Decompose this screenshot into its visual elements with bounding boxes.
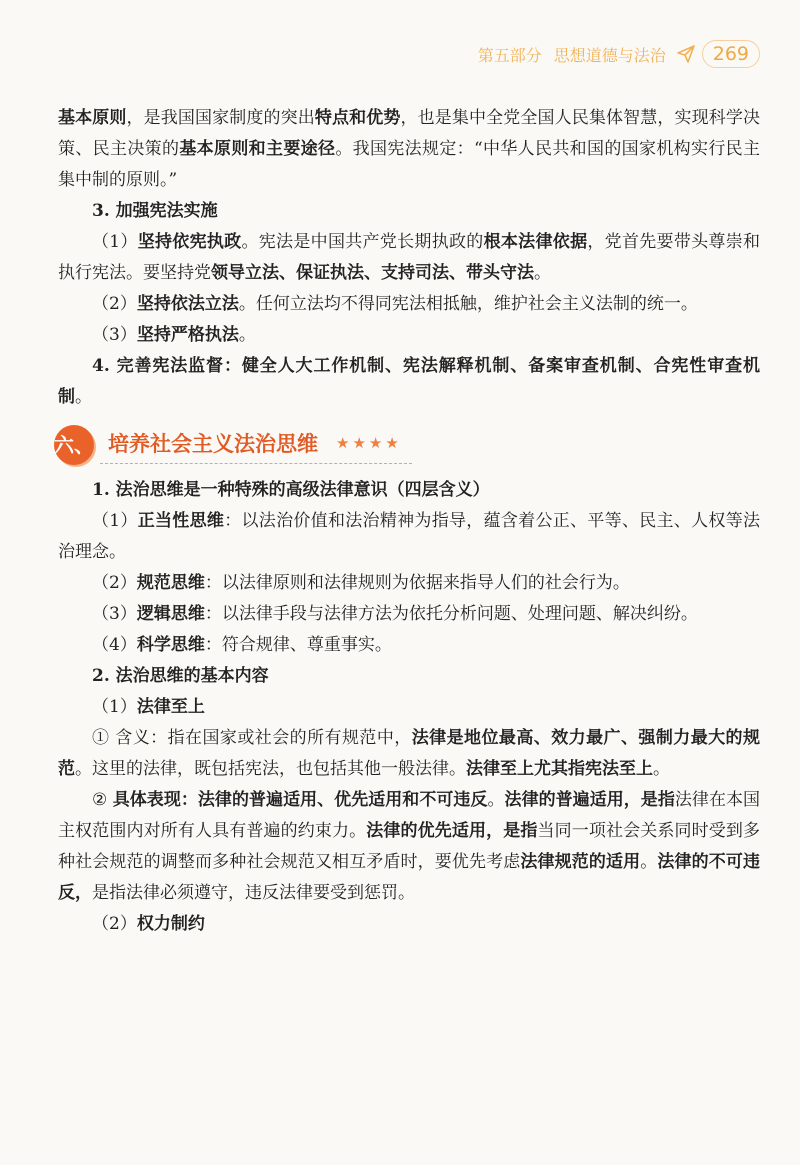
bold-run: 具体表现：法律的普遍适用、优先适用和不可违反 — [112, 790, 488, 810]
bold-run: 规范思维 — [136, 573, 205, 593]
text-run: ：以法律手段与法律方法为依托分析问题、处理问题、解决纠纷。 — [204, 604, 698, 624]
paragraph — [58, 103, 760, 196]
section-title-box — [100, 426, 412, 464]
paragraph — [58, 630, 760, 661]
bold-run: 坚持严格执法 — [136, 325, 239, 345]
bold-run: 法律至上尤其指宪法至上 — [466, 759, 653, 779]
text-run: （1） — [92, 232, 138, 252]
importance-stars: ★★★★ — [336, 434, 402, 452]
paragraph — [58, 723, 760, 785]
text-run: （1） — [92, 511, 138, 531]
bold-run: 1. 法治思维是一种特殊的高级法律意识（四层含义） — [92, 480, 490, 500]
paragraph — [58, 320, 760, 351]
text-run: ：以法治价值和法治精神为指导，蕴含着公正、平等、民主、人权等法治理念。 — [58, 511, 761, 562]
bold-run: 4. 完善宪法监督：健全人大工作机制、宪法解释机制、备案审查机制、合宪性审查机制 — [58, 356, 760, 407]
section-heading — [54, 423, 760, 467]
bold-run: 领导立法、保证执法、支持司法、带头守法 — [211, 263, 534, 283]
text-run: （2） — [92, 573, 137, 593]
text-run: ② — [92, 790, 113, 810]
text-run: （2） — [92, 914, 137, 934]
paragraph — [58, 227, 760, 289]
bold-run: 坚持依法立法 — [136, 294, 239, 314]
text-run: （3） — [92, 604, 137, 624]
bold-run: 正当性思维 — [137, 511, 225, 531]
text-run: ：符合规律、尊重事实。 — [204, 635, 392, 655]
text-run: ，也是集中全党全国人民集体智慧，实现科学决策、民主决策的 — [58, 108, 760, 159]
paragraph — [58, 785, 760, 909]
text-run: 。 — [487, 790, 505, 810]
text-run: 。 — [640, 852, 658, 872]
text-run: ：以法律原则和法律规则为依据来指导人们的社会行为。 — [204, 573, 630, 593]
bold-run: 法律的普遍适用，是指 — [504, 790, 675, 810]
subheading — [58, 196, 760, 227]
running-header — [478, 40, 760, 68]
text-run: 法律在本国主权范围内对所有人具有普遍的约束力。 — [58, 790, 761, 841]
text-run: 。这里的法律，既包括宪法，也包括其他一般法律。 — [75, 759, 466, 779]
text-run: ，是我国国家制度的突出 — [126, 108, 315, 128]
paragraph — [58, 599, 760, 630]
paper-plane-icon — [676, 44, 696, 64]
text-run: （3） — [92, 325, 137, 345]
bold-run: 法律是地位最高、效力最广、强制力最大的规范 — [58, 728, 760, 779]
text-run: ，党首先要带头尊崇和执行宪法。要坚持党 — [58, 232, 761, 283]
text-run: 当同一项社会关系同时受到多种社会规范的调整而多种社会规范又相互矛盾时，要优先考虑 — [58, 821, 760, 872]
subheading — [58, 475, 760, 506]
subject-label: 思想道德与法治 — [553, 45, 666, 65]
bold-run: 基本原则 — [58, 108, 127, 128]
section-title: 培养社会主义法治思维 — [108, 431, 318, 456]
page-number: 269 — [702, 40, 760, 68]
text-run: 。宪法是中国共产党长期执政的 — [241, 232, 484, 252]
bold-run: 2. 法治思维的基本内容 — [92, 666, 269, 686]
bold-run: 权力制约 — [136, 914, 205, 934]
text-run: （2） — [92, 294, 137, 314]
paragraph — [58, 289, 760, 320]
page-body — [54, 103, 761, 940]
text-run: 。我国宪法规定：“中华人民共和国的国家机构实行民主集中制的原则。” — [58, 139, 760, 190]
bold-run: 法律至上 — [136, 697, 205, 717]
bold-run: 逻辑思维 — [136, 604, 205, 624]
section-number-badge: 六、 — [54, 425, 94, 465]
bold-run: 3. 加强宪法实施 — [92, 201, 218, 221]
text-run: （4） — [92, 635, 137, 655]
bold-run: 法律规范的适用 — [520, 852, 641, 872]
subheading — [58, 661, 760, 692]
text-run: ① 含义：指在国家或社会的所有规范中， — [92, 728, 412, 748]
paragraph — [58, 351, 760, 413]
text-run: 。 — [534, 263, 551, 283]
paragraph — [58, 506, 760, 568]
bold-run: 特点和优势 — [314, 108, 401, 128]
text-run: 。 — [238, 325, 256, 345]
bold-run: 科学思维 — [136, 635, 205, 655]
text-run: 。任何立法均不得同宪法相抵触，维护社会主义法制的统一。 — [238, 294, 698, 314]
bold-run: 坚持依宪执政 — [137, 232, 242, 252]
part-label: 第五部分 — [477, 45, 542, 65]
text-run: 是指法律必须遵守，违反法律要受到惩罚。 — [92, 883, 415, 903]
text-run: （1） — [92, 697, 137, 717]
bold-run: 根本法律依据 — [483, 232, 588, 252]
text-run: 。 — [75, 387, 92, 407]
text-run: 。 — [653, 759, 670, 779]
paragraph — [58, 568, 760, 599]
bold-run: 基本原则和主要途径 — [179, 139, 336, 159]
subheading — [58, 692, 760, 723]
subheading — [58, 909, 760, 940]
bold-run: 法律的不可违反， — [58, 852, 760, 903]
bold-run: 法律的优先适用，是指 — [366, 821, 538, 841]
